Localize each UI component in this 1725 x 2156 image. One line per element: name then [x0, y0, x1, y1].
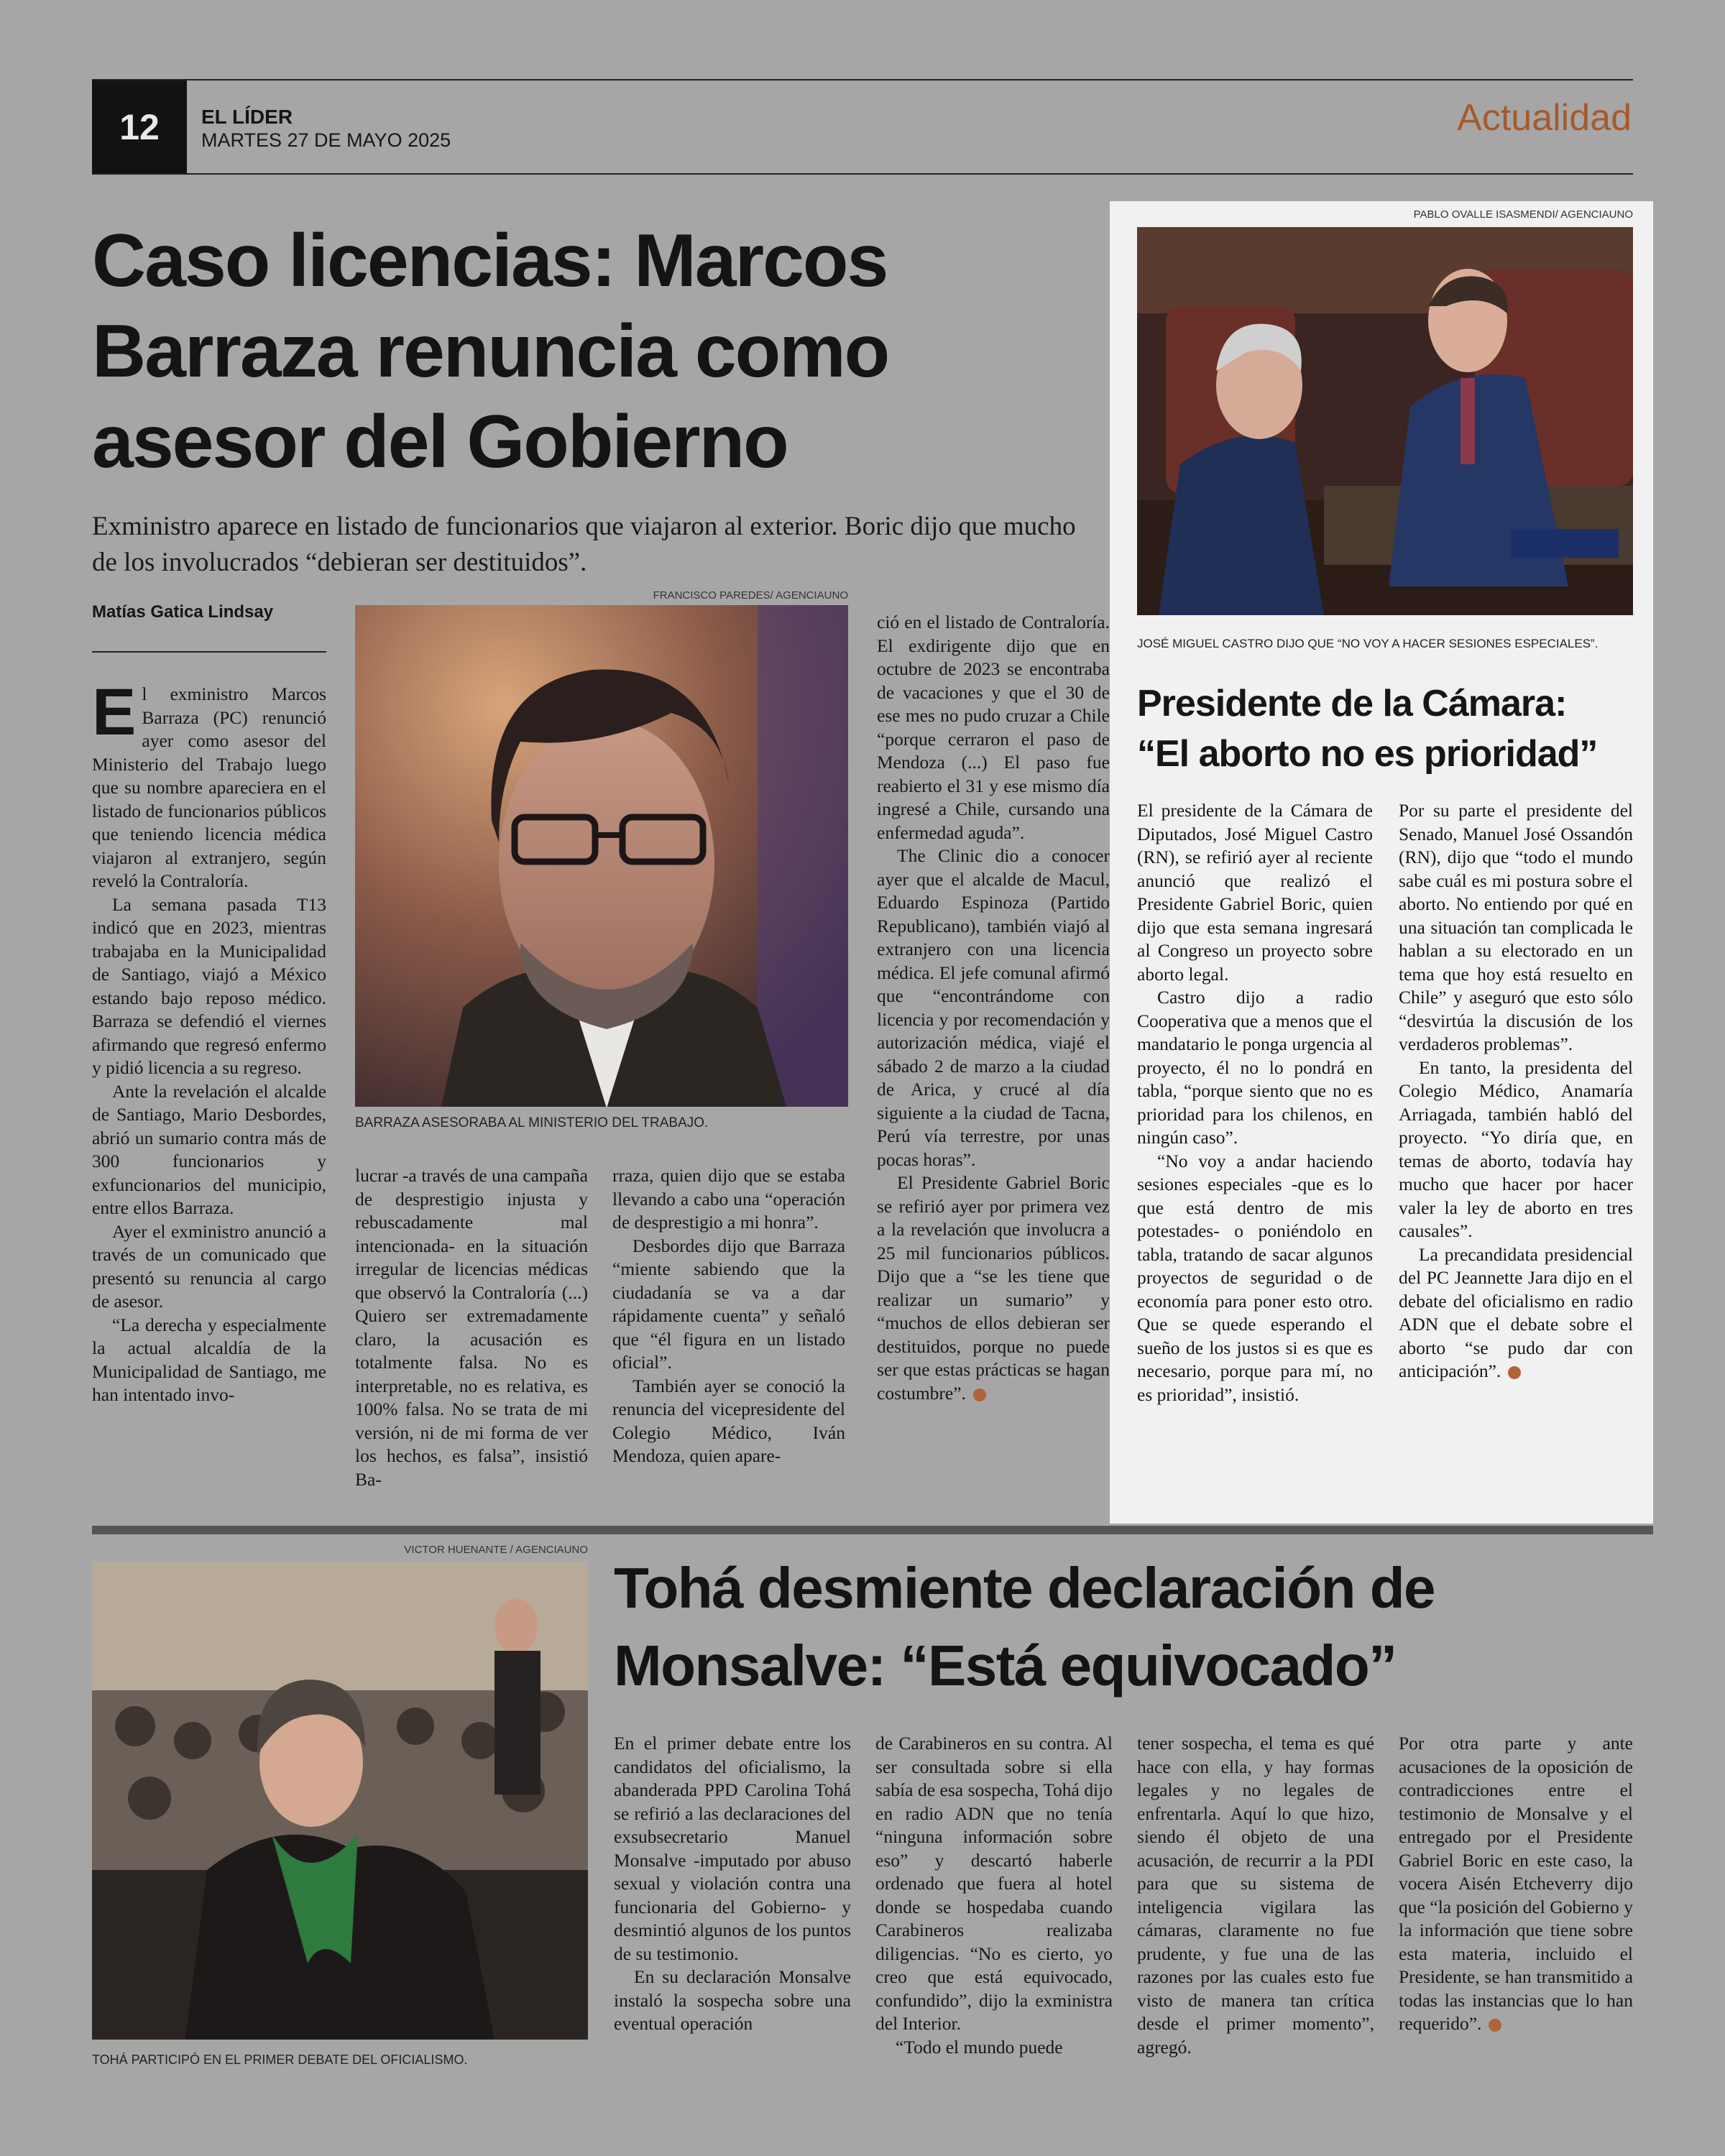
- paragraph: Ayer el exministro anunció a través de un comunicado que presentó su renuncia al cargo de asesor.: [92, 1220, 326, 1312]
- photo-caption: BARRAZA ASESORABA AL MINISTERIO DEL TRABAJO.: [355, 1115, 709, 1130]
- main-story-column-1: [92, 676, 326, 1407]
- end-of-article-mark-icon: [973, 1388, 986, 1401]
- box-story-column-2: [1399, 799, 1633, 1383]
- main-story-column-3: [612, 1164, 845, 1468]
- byline-rule: [92, 651, 326, 653]
- paragraph: Por su parte el presidente del Senado, Manuel José Ossandón (RN), dijo que “todo el mundo sabe cuál es mi postura sobre el aborto. No entiendo por qué en una situación tan complicada le hablan a su electorado en un tema que hoy está resuelto en Chile” y aseguró que esto sólo “desvirtúa la discusión de los verdaderos problemas”.: [1399, 800, 1633, 1054]
- paragraph: La semana pasada T13 indicó que en 2023, mientras trabajaba en la Municipalidad de Santiago, viajó a México estando bajo reposo médico. Barraza se defendió el viernes afirmando que regresó enfermo y pidió licencia a su regreso.: [92, 893, 326, 1078]
- paragraph: Desbordes dijo que Barraza “miente sabiendo que la ciudadanía se va a dar rápidamente cuenta” y señaló que “él figura en un listado oficial”.: [612, 1235, 845, 1373]
- bottom-headline: [614, 1549, 1649, 1705]
- paragraph: “No voy a andar haciendo sesiones especiales -que es lo que está dentro de mis potestades- o poniéndolo en tabla, tratando de sacar algunos proyectos de seguridad o de economía para poner esto otro. Que se quede esperando el sueño de los justos si es que es necesario, porque para mí, no es prioridad”, insistió.: [1137, 1150, 1373, 1405]
- bottom-story-column-4: [1399, 1732, 1633, 2036]
- paragraph: En el primer debate entre los candidatos del oficialismo, la abanderada PPD Carolina Tohá se refirió a las declaraciones del exsubsecretario Manuel Monsalve -imputado por abuso sexual y violación contra una funcionaria del Gobierno- y desmintió algunos de los puntos de su testimonio.: [614, 1733, 851, 1964]
- main-story-column-2: [355, 1164, 588, 1491]
- photo-credit: PABLO OVALLE ISASMENDI/ AGENCIAUNO: [1413, 208, 1633, 221]
- main-story-column-4: [877, 611, 1110, 1405]
- section-label: Actualidad: [1457, 97, 1632, 139]
- paragraph: “La derecha y especialmente la actual alcaldía de la Municipalidad de Santiago, me han intentado invo-: [92, 1314, 326, 1405]
- paragraph: [92, 676, 326, 893]
- photo-credit: FRANCISCO PAREDES/ AGENCIAUNO: [653, 589, 848, 602]
- paragraph-text: l exministro Marcos Barraza (PC) renunció ayer como asesor del Ministerio del Trabajo luego que su nombre apareciera en el listado de funcionarios públicos que teniendo licencia médica viajaron al extranjero, según reveló la Contraloría.: [92, 683, 326, 891]
- box-headline-line: Presidente de la Cámara:: [1137, 683, 1567, 724]
- paragraph-text: Por otra parte y ante acusaciones de la oposición de contradicciones entre el testimonio de Monsalve y el entregado por el Presidente Gabriel Boric en este caso, la vocera Aisén Etcheverry dijo que “la posición del Gobierno y la información que tiene sobre esta materia, incluido el Presidente, se han transmitido a todas las instancias que lo han requerido”.: [1399, 1733, 1633, 2034]
- toha-photo: [92, 1561, 588, 2040]
- bottom-headline-line: Monsalve: “Está equivocado”: [614, 1634, 1397, 1697]
- main-subtitle: Exministro aparece en listado de funcionarios que viajaron al exterior. Boric dijo que mucho de los involucrados “debieran ser destituidos”.: [92, 512, 1076, 577]
- main-headline: [92, 216, 1098, 487]
- paragraph: de Carabineros en su contra. Al ser consultada sobre si ella sabía de esa sospecha, Tohá dijo en radio ADN que no tenía “ninguna información sobre eso” y descartó haberle ordenado que fuera al hotel donde se hospedaba cuando Carabineros realizaba diligencias. “No es cierto, yo creo que está equivocado, confundido”, dijo la exministra del Interior.: [875, 1733, 1113, 2034]
- paragraph: lucrar -a través de una campaña de desprestigio injusta y rebuscadamente mal intencionada- en la situación irregular de licencias médicas que observó la Contraloría (...) Quiero ser extremadamente claro, la acusación es totalmente falsa. No es interpretable, no es relativa, es 100% falsa. No se trata de mi versión, ni de mi forma de ver los hechos, es falsa”, insistió Ba-: [355, 1165, 588, 1490]
- masthead: EL LÍDER: [201, 106, 293, 128]
- paragraph: tener sospecha, el tema es qué hace con ella, y hay formas legales y no legales de enfrentarla. Aquí lo que hizo, siendo él objeto de una acusación, de recurrir a la PDI para que su sistema de inteligencia vigilara las cámaras, claramente no fue prudente, y fue una de las razones por las cuales esto fue visto de manera tan crítica desde el primer momento”, agregó.: [1137, 1733, 1374, 2058]
- paragraph: En su declaración Monsalve instaló la sospecha sobre una eventual operación: [614, 1966, 851, 2034]
- end-of-article-mark-icon: [1508, 1366, 1521, 1379]
- box-headline: [1137, 678, 1633, 779]
- paragraph: [1399, 1243, 1633, 1383]
- page-number: 12: [92, 80, 187, 174]
- paragraph-text: La precandidata presidencial del PC Jeannette Jara dijo en el debate del oficialismo en radio ADN que el debate sobre el aborto “se pudo dar con anticipación”.: [1399, 1243, 1633, 1381]
- bottom-story-column-3: [1137, 1732, 1374, 2059]
- paragraph: También ayer se conoció la renuncia del vicepresidente del Colegio Médico, Iván Mendoza, quien apare-: [612, 1375, 845, 1466]
- story-separator: [92, 1526, 1653, 1534]
- photo-caption: TOHÁ PARTICIPÓ EN EL PRIMER DEBATE DEL OFICIALISMO.: [92, 2053, 468, 2067]
- main-headline-line: asesor del Gobierno: [92, 400, 788, 484]
- paragraph: The Clinic dio a conocer ayer que el alcalde de Macul, Eduardo Espinoza (Partido Republicano), también viajó al extranjero con una licencia médica. El jefe comunal afirmó que “encontrándome con licencia y por recomendación y autorización médica, viajé el sábado 2 de marzo a la ciudad de Arica, y crucé al día siguiente a la ciudad de Tacna, Perú vía terrestre, por unas pocas horas”.: [877, 845, 1110, 1170]
- byline: Matías Gatica Lindsay: [92, 602, 274, 622]
- box-headline-line: “El aborto no es prioridad”: [1137, 733, 1598, 775]
- end-of-article-mark-icon: [1489, 2019, 1501, 2032]
- issue-date: MARTES 27 DE MAYO 2025: [201, 129, 451, 151]
- header-rule: [92, 173, 1633, 175]
- paragraph: El presidente de la Cámara de Diputados, José Miguel Castro (RN), se refirió ayer al reciente anunció que realizó el Presidente Gabriel Boric, quien dijo que esta semana ingresará al Congreso un proyecto sobre aborto legal.: [1137, 800, 1373, 985]
- paragraph: [1399, 1732, 1633, 2036]
- paragraph: ció en el listado de Contraloría. El exdirigente dijo que en octubre de 2023 se encontraba de vacaciones y que el 30 de ese mes no pudo cruzar a Chile “porque cerraron el paso de Mendoza (...) El paso fue reabierto el 31 y ese mismo día ingresé a Chile, cursando una enfermedad aguda”.: [877, 612, 1110, 843]
- main-headline-line: Barraza renuncia como: [92, 310, 889, 393]
- bottom-headline-line: Tohá desmiente declaración de: [614, 1556, 1435, 1620]
- bottom-story-column-1: [614, 1732, 851, 2036]
- paragraph: En tanto, la presidenta del Colegio Médico, Anamaría Arriagada, también habló del proyecto. “Yo diría que, en temas de aborto, todavía hay mucho que hacer por hacer valer la ley de aborto en tres causales”.: [1399, 1056, 1633, 1241]
- paragraph: Ante la revelación el alcalde de Santiago, Mario Desbordes, abrió un sumario contra más de 300 funcionarios y exfuncionarios del municipio, entre ellos Barraza.: [92, 1080, 326, 1218]
- paragraph-text: El Presidente Gabriel Boric se refirió ayer por primera vez a la revelación que involucra a 25 mil funcionarios públicos. Dijo que a “se les tiene que realizar un sumario” y “muchos de ellos debieran ser destituidos, porque no puede ser que estas prácticas se hagan costumbre”.: [877, 1172, 1110, 1404]
- paragraph: Castro dijo a radio Cooperativa que a menos que el mandatario le ponga urgencia al proyecto, él no lo pondrá en tabla, “porque siento que no es prioridad para los chilenos, en ningún caso”.: [1137, 987, 1373, 1148]
- drop-cap: E: [92, 676, 137, 749]
- barraza-photo: [355, 605, 848, 1107]
- top-rule: [92, 79, 1633, 80]
- photo-credit: VICTOR HUENANTE / AGENCIAUNO: [404, 1544, 588, 1556]
- bottom-story-column-2: [875, 1732, 1113, 2059]
- paragraph: rraza, quien dijo que se estaba llevando a cabo una “operación de desprestigio a mi honra”.: [612, 1165, 845, 1233]
- photo-caption: JOSÉ MIGUEL CASTRO DIJO QUE “NO VOY A HACER SESIONES ESPECIALES”.: [1137, 637, 1598, 650]
- box-story-column-1: [1137, 799, 1373, 1406]
- paragraph: “Todo el mundo puede: [896, 2036, 1063, 2058]
- paragraph: [877, 1171, 1110, 1405]
- castro-photo: [1137, 227, 1633, 615]
- main-headline-line: Caso licencias: Marcos: [92, 219, 888, 303]
